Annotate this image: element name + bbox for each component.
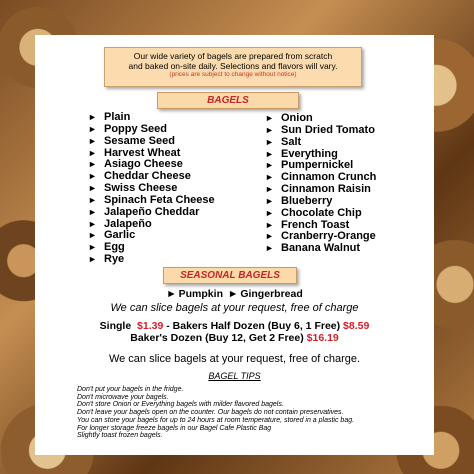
tip-item: Slightly toast frozen bagels. — [77, 432, 163, 440]
bagel-item: ► Cinnamon Raisin — [265, 183, 371, 196]
price-disclaimer: (prices are subject to change without notice) — [169, 71, 297, 78]
single-price: $1.39 — [137, 320, 164, 332]
price-line-dozen: Baker's Dozen (Buy 12, Get 2 Free) $16.19 — [130, 332, 339, 344]
slice-notice-italic: We can slice bagels at your request, free of charge — [110, 302, 359, 314]
bagel-item: ► Rye — [88, 253, 125, 266]
bagel-item: ► Salt — [265, 135, 302, 148]
bagel-item: ► Jalapeño Cheddar — [88, 205, 200, 218]
arrow-icon: ► — [88, 147, 97, 158]
arrow-icon: ► — [265, 195, 274, 206]
intro-line-2: and baked on-site daily. Selections and flavors will vary. — [128, 61, 338, 71]
bagel-item: ► Everything — [265, 147, 338, 160]
menu-panel — [35, 35, 434, 455]
arrow-icon: ► — [88, 135, 97, 146]
bagel-item: ► Swiss Cheese — [88, 182, 178, 195]
arrow-icon: ► — [88, 242, 97, 253]
arrow-icon: ► — [265, 172, 274, 183]
bagel-item: ► Banana Walnut — [265, 242, 361, 255]
bagel-item: ► Egg — [88, 241, 125, 254]
bagel-item: ► Sun Dried Tomato — [265, 123, 375, 136]
bagel-item: ► Poppy Seed — [88, 122, 167, 135]
arrow-icon: ► — [265, 148, 274, 159]
intro-box — [104, 47, 362, 87]
bagel-item: ► Jalapeño — [88, 217, 152, 230]
tip-item: Don't put your bagels in the fridge. — [77, 386, 184, 393]
arrow-icon: ► — [88, 171, 97, 182]
half-dozen-price: $8.59 — [343, 320, 370, 332]
seasonal-items — [35, 288, 434, 300]
bagel-item: ► Pumpernickel — [265, 159, 354, 172]
bagel-item: ► Cheddar Cheese — [88, 170, 191, 183]
bagel-list-left — [88, 112, 215, 266]
tip-item: You can store your bagels for up to 24 hours at room temperature, stored in a plastic bag. — [77, 416, 355, 424]
arrow-icon: ► — [227, 288, 239, 300]
arrow-icon: ► — [88, 206, 97, 217]
bagel-item: ► Asiago Cheese — [88, 158, 183, 171]
slice-notice: We can slice bagels at your request, free of charge. — [108, 353, 361, 365]
bagel-item: ► Sesame Seed — [88, 134, 175, 147]
seasonal-item: Gingerbread — [240, 288, 303, 300]
bagel-tips-heading: BAGEL TIPS — [208, 371, 261, 381]
bagel-item: ► Chocolate Chip — [265, 206, 362, 219]
bagel-item: ► Cranberry-Orange — [265, 230, 376, 243]
bagel-item: ► French Toast — [265, 218, 350, 231]
arrow-icon: ► — [265, 113, 274, 123]
arrow-icon: ► — [265, 124, 274, 135]
intro-line-1: Our wide variety of bagels are prepared from scratch — [133, 51, 333, 61]
bagel-tips-list — [77, 386, 354, 440]
bagel-item: ► Cinnamon Crunch — [265, 171, 377, 184]
dozen-price: $16.19 — [306, 332, 339, 344]
bagel-item: ► Harvest Wheat — [88, 146, 181, 159]
bagel-item: ► Spinach Feta Cheese — [88, 193, 215, 206]
arrow-icon: ► — [265, 136, 274, 147]
bagel-item: ► Plain — [88, 111, 131, 123]
arrow-icon: ► — [265, 184, 274, 195]
arrow-icon: ► — [88, 194, 97, 205]
arrow-icon: ► — [88, 183, 97, 194]
arrow-icon: ► — [88, 159, 97, 170]
bagel-item: ► Garlic — [88, 229, 136, 242]
tip-item: Don't store Onion or Everything bagels with milder flavored bagels. — [77, 401, 284, 409]
bagel-item: ► Blueberry — [265, 194, 333, 207]
arrow-icon: ► — [88, 230, 97, 241]
bagel-item: ► Onion — [265, 112, 313, 124]
seasonal-heading: SEASONAL BAGELS — [163, 267, 297, 284]
arrow-icon: ► — [88, 112, 97, 122]
seasonal-item: Pumpkin — [178, 288, 223, 300]
price-line-single: Single $1.39 - Bakers Half Dozen (Buy 6, 1 Free) $8.59 — [99, 320, 370, 332]
bagels-heading: BAGELS — [157, 92, 299, 109]
arrow-icon: ► — [88, 254, 97, 265]
arrow-icon: ► — [265, 243, 274, 254]
tip-item: Don't microwave your bagels. — [77, 393, 169, 401]
tip-item: For longer storage freeze bagels in our Bagel Cafe Plastic Bag — [77, 424, 272, 432]
arrow-icon: ► — [88, 123, 97, 134]
arrow-icon: ► — [265, 219, 274, 230]
arrow-icon: ► — [265, 207, 274, 218]
arrow-icon: ► — [265, 160, 274, 171]
tip-item: Don't leave your bagels open on the counter. Our bagels do not contain preservatives. — [77, 409, 344, 417]
arrow-icon: ► — [88, 218, 97, 229]
bagel-list-right — [265, 113, 376, 255]
arrow-icon: ► — [265, 231, 274, 242]
arrow-icon: ► — [166, 288, 177, 300]
